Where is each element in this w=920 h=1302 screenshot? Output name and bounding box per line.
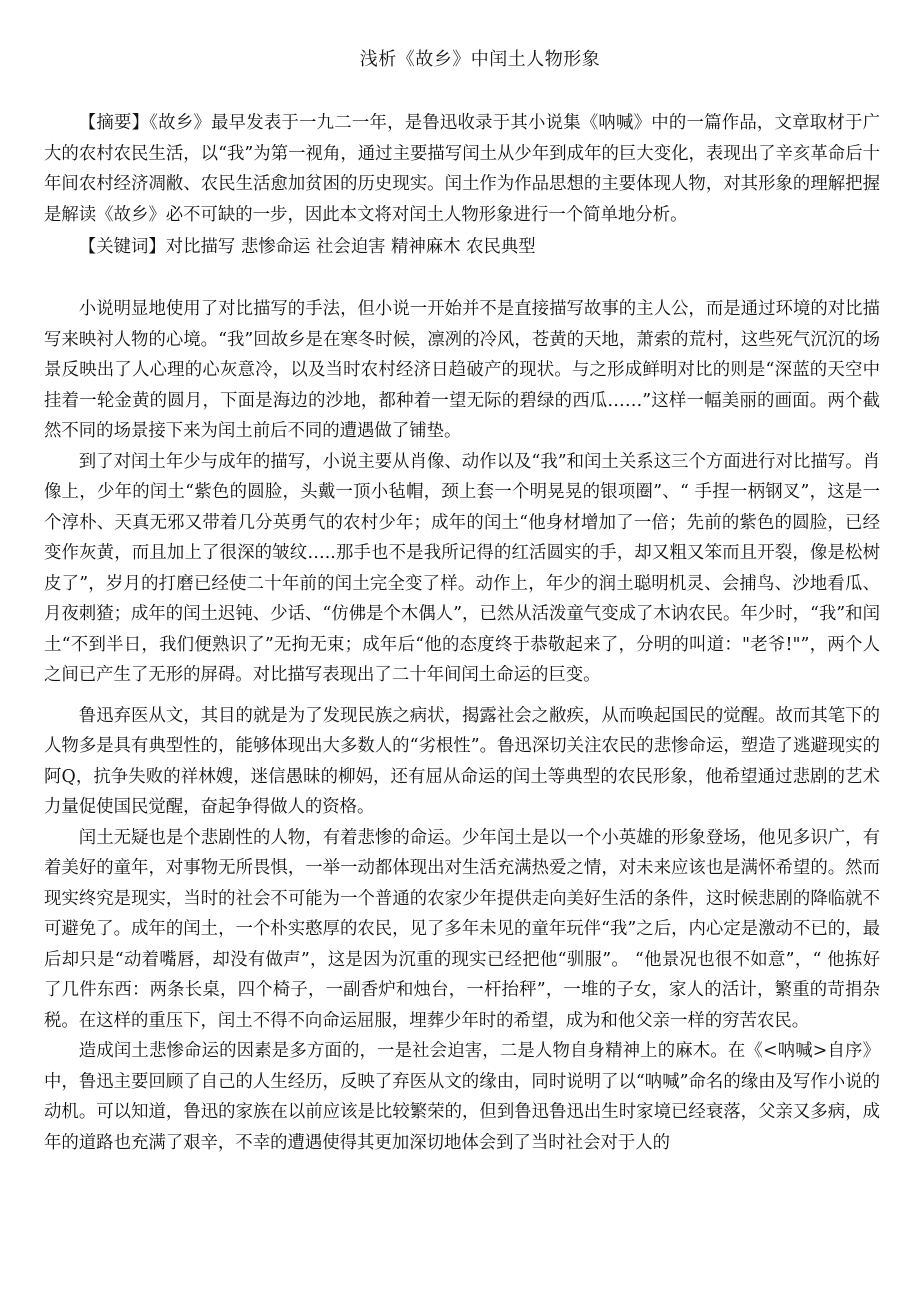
body-paragraph: 小说明显地使用了对比描写的手法，但小说一开始并不是直接描写故事的主人公，而是通过环境的对比描写来映衬人物的心境。“我”回故乡是在寒冬时候，凛冽的冷风，苍黄的天地，萧索的荒村，这些死气沉沉的场景反映出了人心理的心灰意冷，以及当时农村经济日趋破产的现状。与之形成鲜明对比的则是“深蓝的天空中挂着一轮金黄的圆月，下面是海边的沙地，都种着一望无际的碧绿的西瓜……”这样一幅美丽的画面。两个截然不同的场景接下来为闰土前后不同的遭遇做了铺垫。 bbox=[44, 299, 880, 441]
document-title: 浅析《故乡》中闰土人物形象 bbox=[359, 49, 601, 70]
paragraph-gap bbox=[44, 691, 880, 701]
abstract-paragraph: 【摘要】《故乡》最早发表于一九二一年，是鲁迅收录于其小说集《呐喊》中的一篇作品，文章取材于广大的农村农民生活，以“我”为第一视角，通过主要描写闰土从少年到成年的巨大变化，表现出了辛亥革命后十年间农村经济凋敝、农民生活愈加贫困的历史现实。闰土作为作品思想的主要体现人物，对其形象的理解把握是解读《故乡》必不可缺的一步，因此本文将对闰土人物形象进行一个简单地分析。 bbox=[44, 113, 880, 225]
body-paragraph: 到了对闰土年少与成年的描写，小说主要从肖像、动作以及“我”和闰土关系这三个方面进行对比描写。肖像上，少年的闰土“紫色的圆脸，头戴一顶小毡帽，颈上套一个明晃晃的银项圈”、“ 手捏一柄钢叉”，这是一个淳朴、天真无邪又带着几分英勇气的农村少年；成年的闰土“他身材增加了一倍；先前的紫色的圆脸，已经变作灰黄，而且加上了很深的皱纹…..那手也不是我所记得的红活圆实的手，却又粗又笨而且开裂，像是松树皮了”，岁月的打磨已经使二十年前的闰土完全变了样。动作上，年少的润土聪明机灵、会捕鸟、沙地看瓜、月夜刺猹；成年的闰土迟钝、少话、“仿佛是个木偶人”，已然从活泼童气变成了木讷农民。年少时，“我”和闰土“不到半日，我们便熟识了”无拘无束；成年后“他的态度终于恭敬起来了，分明的叫道："老爷!"”，两个人之间已产生了无形的屏碍。对比描写表现出了二十年间闰土命运的巨变。 bbox=[44, 451, 880, 685]
body-paragraph: 闰土无疑也是个悲剧性的人物，有着悲惨的命运。少年闰土是以一个小英雄的形象登场，他见多识广，有着美好的童年，对事物无所畏惧，一举一动都体现出对生活充满热爱之情，对未来应该也是满怀希望的。然而现实终究是现实，当时的社会不可能为一个普通的农家少年提供走向美好生活的条件，这时候悲剧的降临就不可避免了。成年的闰土，一个朴实憨厚的农民，见了多年未见的童年玩伴“我”之后，内心定是激动不已的，最后却只是“动着嘴唇，却没有做声”，这是因为沉重的现实已经把他“驯服”。 “他景况也很不如意”，“ 他拣好了几件东西：两条长桌，四个椅子，一副香炉和烛台，一杆抬秤”，一堆的子女，家人的活计，繁重的苛捐杂税。在这样的重压下，闰土不得不向命运屈服，埋葬少年时的希望，成为和他父亲一样的穷苦农民。 bbox=[44, 827, 880, 1031]
body-paragraph: 鲁迅弃医从文，其目的就是为了发现民族之病状，揭露社会之敝疾，从而唤起国民的觉醒。故而其笔下的人物多是具有典型性的，能够体现出大多数人的“劣根性”。鲁迅深切关注农民的悲惨命运，塑造了逃避现实的阿Q，抗争失败的祥林嫂，迷信愚昧的柳妈，还有屈从命运的闰土等典型的农民形象，他希望通过悲剧的艺术力量促使国民觉醒，奋起争得做人的资格。 bbox=[44, 705, 880, 817]
body-paragraph: 造成闰土悲惨命运的因素是多方面的，一是社会迫害，二是人物自身精神上的麻木。在《<呐喊>自序》中，鲁迅主要回顾了自己的人生经历，反映了弃医从文的缘由，同时说明了以“呐喊”命名的缘由及写作小说的动机。可以知道，鲁迅的家族在以前应该是比较繁荣的，但到鲁迅鲁迅出生时家境已经衰落，父亲又多病，成年的道路也充满了艰辛，不幸的遭遇使得其更加深切地体会到了当时社会对于人的 bbox=[44, 1041, 880, 1153]
body-text bbox=[44, 294, 880, 1158]
keywords-line: 【关键词】对比描写 悲惨命运 社会迫害 精神麻木 农民典型 bbox=[78, 237, 536, 257]
